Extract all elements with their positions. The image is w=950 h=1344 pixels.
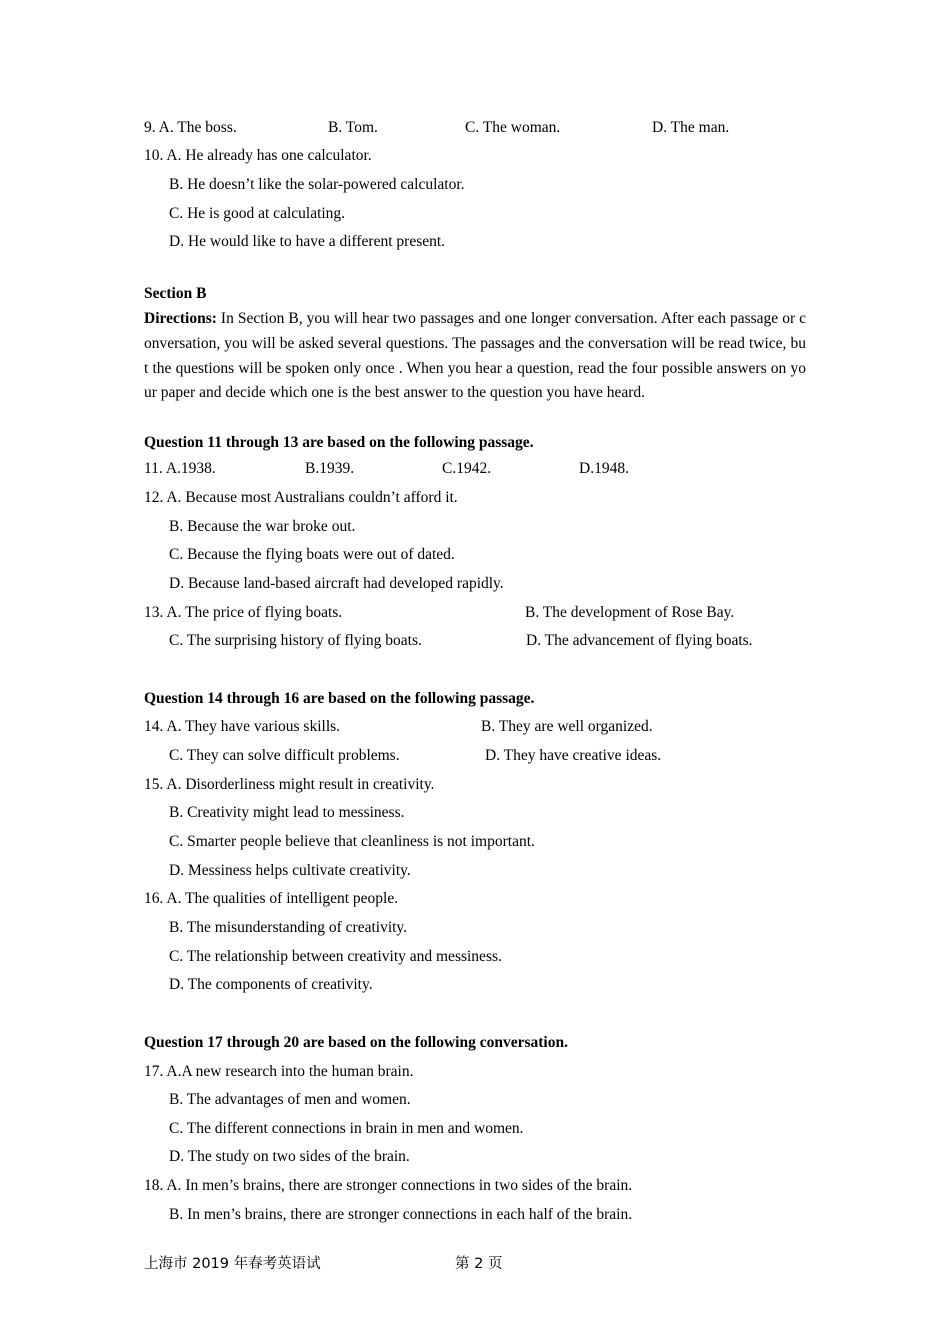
q13-option-d: D. The advancement of flying boats. xyxy=(526,632,753,649)
q16-option-b: B. The misunderstanding of creativity. xyxy=(169,919,408,936)
q18-option-b: B. In men’s brains, there are stronger connections in each half of the brain. xyxy=(169,1206,633,1223)
q10-option-c: C. He is good at calculating. xyxy=(169,205,346,222)
q9-option-b: B. Tom. xyxy=(328,119,378,136)
q9-option-d: D. The man. xyxy=(652,119,730,136)
group-heading-17-20: Question 17 through 20 are based on the following conversation. xyxy=(144,1034,568,1051)
q14-option-b: B. They are well organized. xyxy=(481,718,653,735)
q11-option-d: D.1948. xyxy=(579,460,629,477)
q15-option-b: B. Creativity might lead to messiness. xyxy=(169,804,405,821)
q17-option-b: B. The advantages of men and women. xyxy=(169,1091,411,1108)
q14-option-a: 14. A. They have various skills. xyxy=(144,718,341,735)
q9-option-c: C. The woman. xyxy=(465,119,561,136)
q13-option-c: C. The surprising history of flying boats. xyxy=(169,632,422,649)
q12-option-a: 12. A. Because most Australians couldn’t afford it. xyxy=(144,489,458,506)
q16-option-a: 16. A. The qualities of intelligent people. xyxy=(144,890,399,907)
q15-option-a: 15. A. Disorderliness might result in creativity. xyxy=(144,776,435,793)
q10-option-d: D. He would like to have a different present. xyxy=(169,233,446,250)
q15-option-c: C. Smarter people believe that cleanliness is not important. xyxy=(169,833,535,850)
q15-option-d: D. Messiness helps cultivate creativity. xyxy=(169,862,411,879)
q11-option-a: 11. A.1938. xyxy=(144,460,216,477)
q13-option-a: 13. A. The price of flying boats. xyxy=(144,604,343,621)
q16-option-c: C. The relationship between creativity and messiness. xyxy=(169,948,502,965)
q14-option-c: C. They can solve difficult problems. xyxy=(169,747,400,764)
q11-option-c: C.1942. xyxy=(442,460,492,477)
footer-page-number: 第 2 页 xyxy=(455,1256,503,1272)
group-heading-14-16: Question 14 through 16 are based on the following passage. xyxy=(144,690,535,707)
directions-label: Directions: xyxy=(144,310,217,327)
q18-option-a: 18. A. In men’s brains, there are stronger connections in two sides of the brain. xyxy=(144,1177,633,1194)
section-b-title: Section B xyxy=(144,285,207,302)
q17-option-c: C. The different connections in brain in men and women. xyxy=(169,1120,524,1137)
q16-option-d: D. The components of creativity. xyxy=(169,976,373,993)
q14-option-d: D. They have creative ideas. xyxy=(485,747,662,764)
q9-option-a: 9. A. The boss. xyxy=(144,119,237,136)
section-b-directions xyxy=(144,307,806,406)
directions-text: In Section B, you will hear two passages and one longer conversation. After each passage or conversation, you will be asked several questions. The passages and the conversation will be read twice, but the questions will be spoken only once . When you hear a question, read the four possible answers on your paper and decide which one is the best answer to the question you have heard. xyxy=(144,310,806,402)
q11-option-b: B.1939. xyxy=(305,460,355,477)
footer-title: 上海市 2019 年春考英语试 xyxy=(144,1256,321,1272)
q12-option-b: B. Because the war broke out. xyxy=(169,518,356,535)
q10-option-a: 10. A. He already has one calculator. xyxy=(144,147,372,164)
q17-option-d: D. The study on two sides of the brain. xyxy=(169,1148,410,1165)
q17-option-a: 17. A.A new research into the human brain. xyxy=(144,1063,414,1080)
q12-option-d: D. Because land-based aircraft had developed rapidly. xyxy=(169,575,504,592)
q10-option-b: B. He doesn’t like the solar-powered calculator. xyxy=(169,176,465,193)
q13-option-b: B. The development of Rose Bay. xyxy=(525,604,735,621)
q12-option-c: C. Because the flying boats were out of dated. xyxy=(169,546,455,563)
group-heading-11-13: Question 11 through 13 are based on the following passage. xyxy=(144,434,534,451)
